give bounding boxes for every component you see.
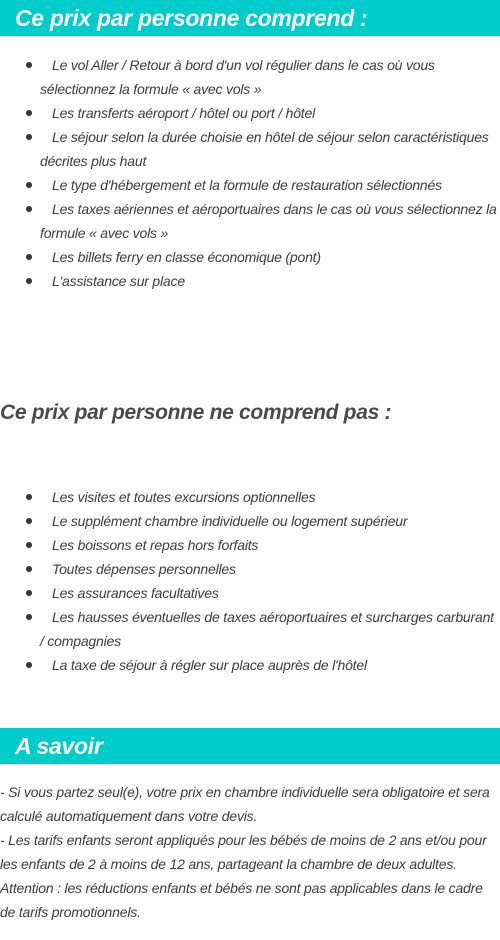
bullet-icon: [26, 542, 32, 548]
included-list: [0, 53, 500, 293]
list-item-text: Toutes dépenses personnelles: [52, 561, 236, 577]
savoir-content: [0, 780, 500, 924]
list-item-text: Les billets ferry en classe économique (pont): [52, 249, 321, 265]
bullet-icon: [26, 62, 32, 68]
list-item: [0, 533, 500, 557]
list-item: [0, 101, 500, 125]
list-item: [0, 605, 500, 653]
bullet-icon: [26, 182, 32, 188]
list-item: [0, 557, 500, 581]
bullet-icon: [26, 494, 32, 500]
list-item: [0, 485, 500, 509]
excluded-list: [0, 485, 500, 677]
bullet-icon: [26, 206, 32, 212]
list-item-text: Les transferts aéroport / hôtel ou port / hôtel: [52, 105, 315, 121]
list-item-text: Le vol Aller / Retour à bord d'un vol régulier dans le cas où vous sélectionnez la formule « avec vols »: [40, 57, 435, 97]
list-item-text: Les boissons et repas hors forfaits: [52, 537, 259, 553]
list-item-text: Le type d'hébergement et la formule de restauration sélectionnés: [52, 177, 442, 193]
bullet-icon: [26, 518, 32, 524]
list-item-text: Les assurances facultatives: [52, 585, 219, 601]
list-item: [0, 53, 500, 101]
list-item-text: L'assistance sur place: [52, 273, 185, 289]
list-item-text: La taxe de séjour à régler sur place auprès de l'hôtel: [52, 657, 367, 673]
list-item-text: Le séjour selon la durée choisie en hôtel de séjour selon caractéristiques décrites plus haut: [40, 129, 489, 169]
list-item: [0, 173, 500, 197]
excluded-title: Ce prix par personne ne comprend pas :: [0, 401, 392, 424]
bullet-icon: [26, 614, 32, 620]
list-item: [0, 653, 500, 677]
savoir-section-header: [0, 728, 500, 764]
bullet-icon: [26, 254, 32, 260]
list-item: [0, 269, 500, 293]
savoir-paragraph: - Si vous partez seul(e), votre prix en chambre individuelle sera obligatoire et sera calculé automatiquement dans votre devis.: [0, 784, 490, 824]
bullet-icon: [26, 566, 32, 572]
included-section-header: [0, 0, 500, 36]
bullet-icon: [26, 110, 32, 116]
list-item-text: Les visites et toutes excursions optionnelles: [52, 489, 316, 505]
bullet-icon: [26, 590, 32, 596]
savoir-paragraph: Attention : les réductions enfants et bébés ne sont pas applicables dans le cadre de tarifs promotionnels.: [0, 880, 483, 920]
list-item-text: Les hausses éventuelles de taxes aéroportuaires et surcharges carburant / compagnies: [40, 609, 494, 649]
list-item: [0, 581, 500, 605]
list-item-text: Les taxes aériennes et aéroportuaires dans le cas où vous sélectionnez la formule « avec vols »: [40, 201, 497, 241]
savoir-paragraph: - Les tarifs enfants seront appliqués pour les bébés de moins de 2 ans et/ou pour les enfants de 2 à moins de 12 ans, partageant la chambre de deux adultes.: [0, 832, 487, 872]
list-item: [0, 509, 500, 533]
included-title: Ce prix par personne comprend :: [15, 5, 368, 31]
list-item: [0, 197, 500, 245]
bullet-icon: [26, 278, 32, 284]
bullet-icon: [26, 134, 32, 140]
bullet-icon: [26, 662, 32, 668]
list-item: [0, 245, 500, 269]
savoir-title: A savoir: [15, 733, 103, 759]
list-item: [0, 125, 500, 173]
list-item-text: Le supplément chambre individuelle ou logement supérieur: [52, 513, 408, 529]
